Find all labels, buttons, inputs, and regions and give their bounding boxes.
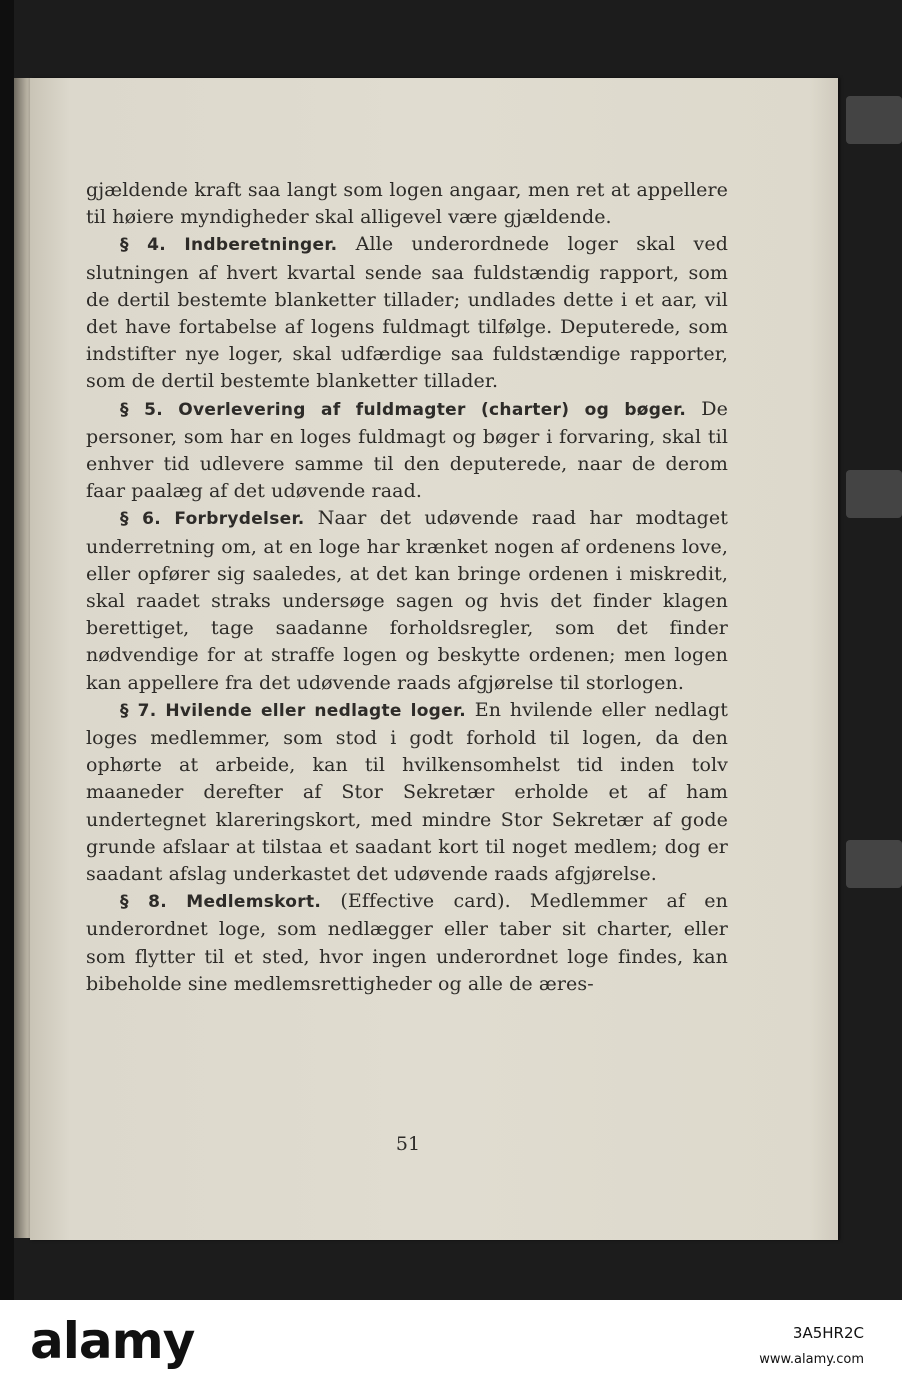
section-body: (Effective card). Medlemmer af en underordnet loge, som nedlægger eller taber sit charter, eller som flytter til et sted, hvor ingen underordnet loge findes, kan bibeholde sine medlemsrettigheder og alle de æres- [86,890,728,995]
page-number: 51 [395,1133,421,1155]
paragraph-body: gjældende kraft saa langt som logen angaar, men ret at appellere til høiere myndigheder skal alligevel være gjældende. [86,179,728,229]
watermark-badge [846,840,902,888]
section-4 [86,231,728,395]
section-8 [86,888,728,998]
book-spine [0,0,14,1300]
watermark-badge [846,470,902,518]
section-body: Alle underordnede loger skal ved slutningen af hvert kvartal sende saa fuldstændig rapport, som de dertil bestemte blanketter tillader; undlades dette i et aar, vil det have fortabelse af logens fuldmagt tilfølge. Deputerede, som indstifter nye loger, skal udfærdige saa fuldstændige rapporter, som de dertil bestemte blanketter tillader. [86,233,728,393]
credit-url: www.alamy.com [759,1352,864,1367]
section-heading: § 6. Forbrydelser. [120,509,305,530]
watermark-badge [846,96,902,144]
section-5 [86,396,728,506]
section-7 [86,697,728,888]
section-heading: § 5. Overlevering af fuldmagter (charter) og bøger. [120,399,687,420]
image-id: 3A5HR2C [792,1324,864,1342]
section-body: Naar det udøvende raad har modtaget underretning om, at en loge har krænket nogen af ordenens love, eller opfører sig saaledes, at det kan bringe ordenen i miskredit, skal raadet straks undersøge sagen og hvis det finder klagen berettiget, tage saadanne forholdsregler, som det finder nødvendige for at straffe logen og beskytte ordenen; men logen kan appellere fra det udøvende raads afgjørelse til storlogen. [86,507,728,694]
section-heading: § 7. Hvilende eller nedlagte loger. [120,700,466,721]
alamy-logo: alamy [30,1312,195,1370]
paragraph-continuation [86,177,728,231]
section-body: De personer, som har en loges fuldmagt og bøger i forvaring, skal til enhver tid udlevere samme til den deputerede, naar de derom faar paalæg af det udøvende raad. [86,397,728,503]
section-6 [86,505,728,696]
section-body: En hvilende eller nedlagt loges medlemmer, som stod i godt forhold til logen, da den ophørte at arbeide, kan til hvilkensomhelst tid inden tolv maaneder derefter af Stor Sekretær erholde et af ham undertegnet klareringskort, med mindre Stor Sekretær af gode grunde afslaar at tilstaa et saadant kort til noget medlem; dog er saadant afslag underkastet det udøvende raads afgjørelse. [86,698,728,886]
section-heading: § 8. Medlemskort. [120,892,322,913]
section-heading: § 4. Indberetninger. [120,235,338,256]
page-text [86,177,728,998]
